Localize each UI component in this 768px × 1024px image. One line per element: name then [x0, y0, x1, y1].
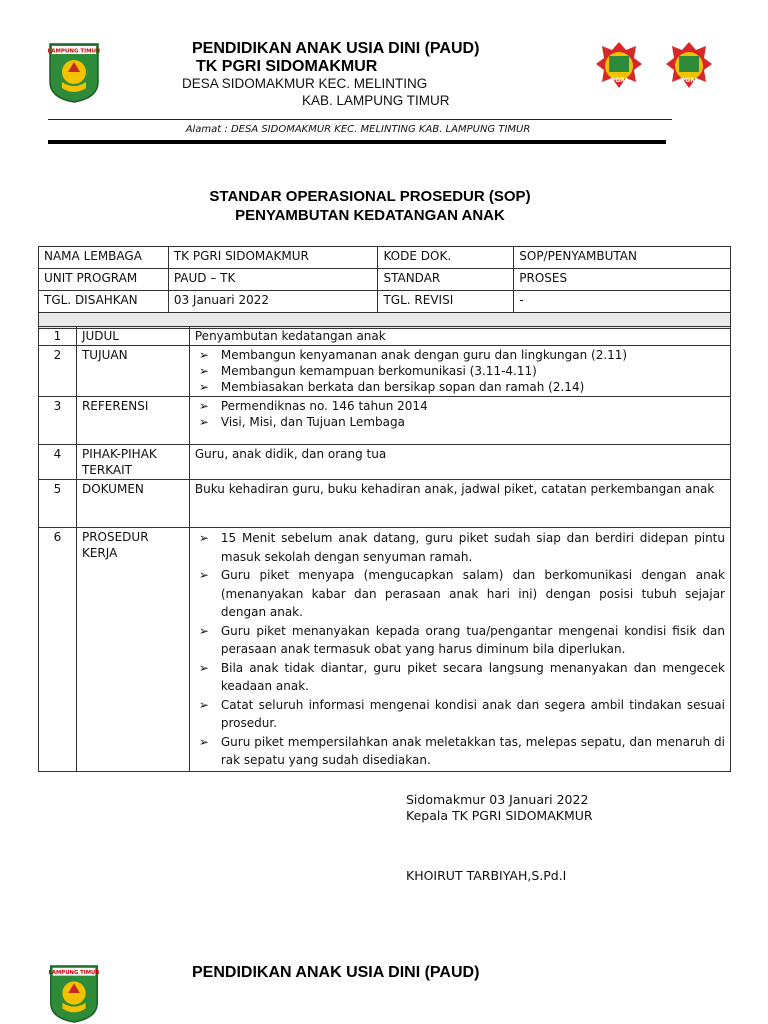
info-label: UNIT PROGRAM [39, 269, 169, 291]
row-label: REFERENSI [76, 397, 189, 445]
list-item: ➢ Permendiknas no. 146 tahun 2014 [195, 398, 725, 414]
row-content: Guru, anak didik, dan orang tua [189, 445, 730, 480]
list-item: ➢ Bila anak tidak diantar, guru piket secara langsung menanyakan dan mengecek keadaan anak. [195, 659, 725, 696]
row-content: Penyambutan kedatangan anak [189, 327, 730, 346]
info-value: PAUD – TK [168, 269, 378, 291]
table-row [39, 445, 731, 480]
footer-line-1: PENDIDIKAN ANAK USIA DINI (PAUD) [192, 964, 480, 981]
header-line-1: PENDIDIKAN ANAK USIA DINI (PAUD) [192, 40, 480, 57]
list-item: ➢ Catat seluruh informasi mengenai kondisi anak dan segera ambil tindakan sesuai prosedur. [195, 696, 725, 733]
table-row [39, 327, 731, 346]
signature-name: KHOIRUT TARBIYAH,S.Pd.I [406, 868, 567, 883]
row-content [189, 528, 730, 772]
signature-place-date: Sidomakmur 03 Januari 2022 [406, 792, 589, 807]
table-row [39, 480, 731, 528]
row-label: TUJUAN [76, 346, 189, 397]
sop-table [38, 326, 731, 772]
table-row [39, 269, 731, 291]
signature-position: Kepala TK PGRI SIDOMAKMUR [406, 808, 593, 823]
row-label: PROSEDUR KERJA [76, 528, 189, 772]
header-line-3: DESA SIDOMAKMUR KEC. MELINTING [182, 76, 428, 91]
info-table [38, 246, 731, 329]
header-divider-thick [48, 140, 666, 144]
address-line: Alamat : DESA SIDOMAKMUR KEC. MELINTING KAB. LAMPUNG TIMUR [185, 124, 531, 135]
info-value: - [514, 291, 731, 313]
row-content: Buku kehadiran guru, buku kehadiran anak, jadwal piket, catatan perkembangan anak [189, 480, 730, 528]
footer-logo-text: LAMPUNG TIMUR [48, 970, 100, 977]
header-divider-thin [48, 119, 672, 120]
row-number: 2 [39, 346, 77, 397]
info-label: KODE DOK. [378, 247, 514, 269]
table-row [39, 528, 731, 772]
info-value: TK PGRI SIDOMAKMUR [168, 247, 378, 269]
info-value: 03 Januari 2022 [168, 291, 378, 313]
table-row [39, 291, 731, 313]
lampung-timur-logo-icon [48, 42, 100, 104]
list-item: ➢ Guru piket menanyakan kepada orang tua/pengantar mengenai kondisi fisik dan perasaan anak termasuk obat yang harus diminum bila diperlukan. [195, 622, 725, 659]
list-item: ➢ Guru piket menyapa (mengucapkan salam) dan berkomunikasi dengan anak (menanyakan kabar dan perasaan anak hari ini) dengan posisi tubuh sejajar dengan anak. [195, 566, 725, 622]
table-row [39, 247, 731, 269]
list-item: ➢ Guru piket mempersilahkan anak meletakkan tas, melepas sepatu, dan menaruh di rak sepatu yang sudah disediakan. [195, 733, 725, 770]
header-line-4: KAB. LAMPUNG TIMUR [302, 93, 450, 108]
info-value: SOP/PENYAMBUTAN [514, 247, 731, 269]
row-number: 5 [39, 480, 77, 528]
logo-right-text: PGRI [610, 77, 628, 84]
list-item: ➢ 15 Menit sebelum anak datang, guru piket sudah siap dan berdiri didepan pintu masuk sekolah dengan senyuman ramah. [195, 529, 725, 566]
list-item: ➢ Membangun kenyamanan anak dengan guru dan lingkungan (2.11) [195, 347, 725, 363]
table-row [39, 397, 731, 445]
info-value: PROSES [514, 269, 731, 291]
logo-right-text-2: PGRI [680, 77, 698, 84]
row-number: 4 [39, 445, 77, 480]
table-row [39, 346, 731, 397]
list-item: ➢ Membiasakan berkata dan bersikap sopan dan ramah (2.14) [195, 379, 725, 395]
info-label: TGL. REVISI [378, 291, 514, 313]
pgri-logo-icon [594, 38, 644, 94]
header-line-2: TK PGRI SIDOMAKMUR [196, 58, 378, 75]
row-content [189, 397, 730, 445]
row-content [189, 346, 730, 397]
list-item: ➢ Visi, Misi, dan Tujuan Lembaga [195, 414, 725, 430]
doc-title-line-2: PENYAMBUTAN KEDATANGAN ANAK [235, 207, 505, 224]
pgri-logo-icon [664, 38, 714, 94]
row-label: PIHAK-PIHAK TERKAIT [76, 445, 189, 480]
info-label: TGL. DISAHKAN [39, 291, 169, 313]
row-label: JUDUL [76, 327, 189, 346]
info-label: STANDAR [378, 269, 514, 291]
row-number: 6 [39, 528, 77, 772]
lampung-timur-logo-icon [48, 964, 100, 1024]
doc-title-line-1: STANDAR OPERASIONAL PROSEDUR (SOP) [209, 188, 531, 205]
row-number: 3 [39, 397, 77, 445]
list-item: ➢ Membangun kemampuan berkomunikasi (3.11-4.11) [195, 363, 725, 379]
logo-left-text: LAMPUNG TIMUR [48, 48, 100, 55]
info-label: NAMA LEMBAGA [39, 247, 169, 269]
row-label: DOKUMEN [76, 480, 189, 528]
row-number: 1 [39, 327, 77, 346]
